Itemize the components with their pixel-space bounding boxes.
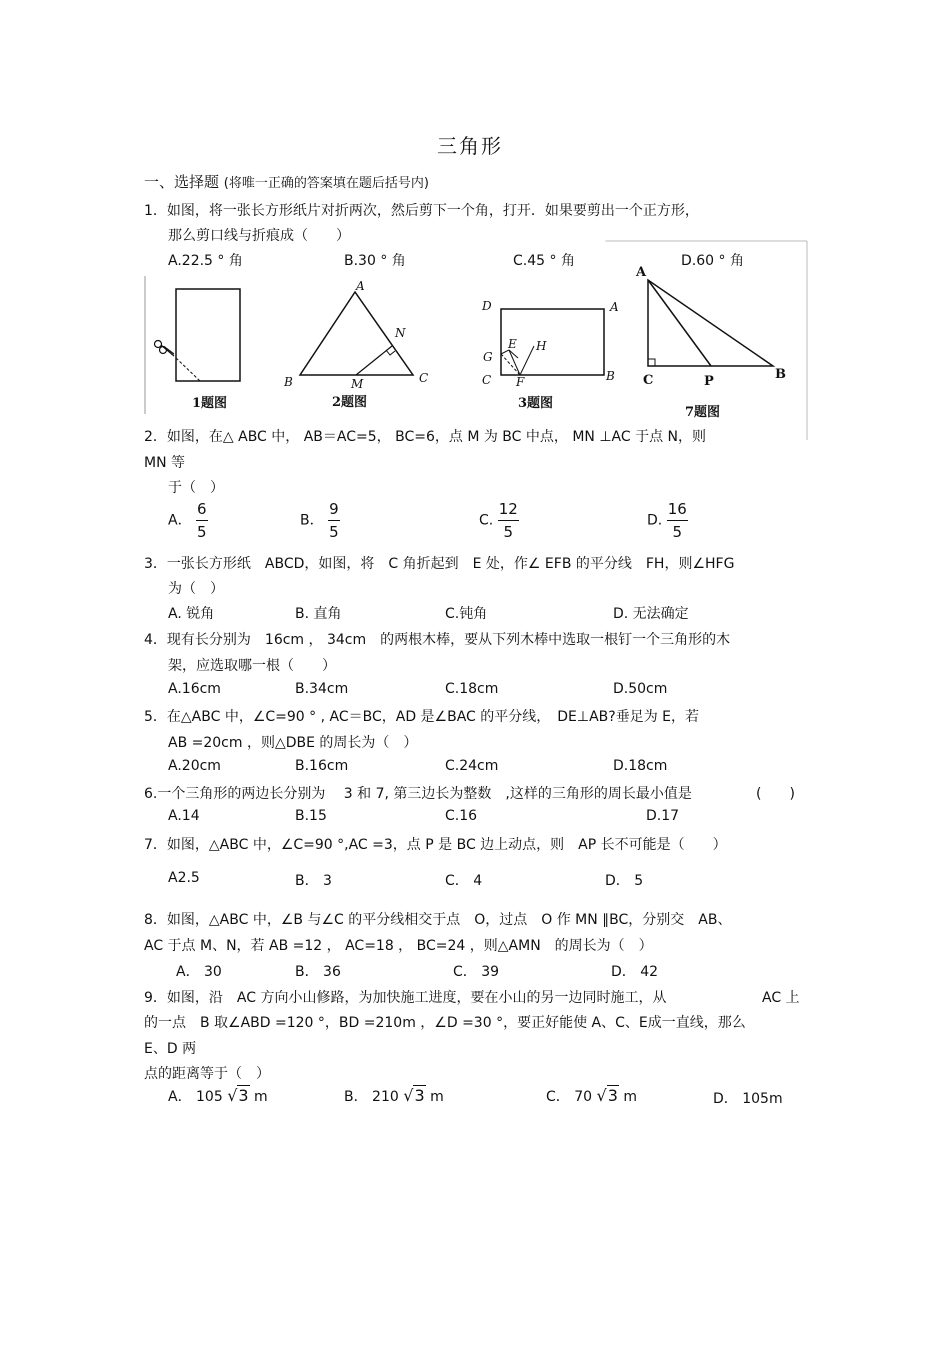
- q2-line2: MN 等: [144, 455, 186, 471]
- q4-option-b: B.34cm: [295, 681, 349, 697]
- fig3-label-g: G: [483, 350, 493, 364]
- fig3-label-e: E: [508, 337, 517, 351]
- q8-option-a: A． 30: [176, 964, 222, 980]
- q5-option-a: A.20cm: [168, 758, 221, 774]
- fig3-caption: 3题图: [518, 396, 554, 411]
- fig2-label-a: A: [356, 279, 365, 293]
- q3-option-d: D. 无法确定: [613, 606, 689, 622]
- q9-option-b-sqrt: √3: [403, 1086, 425, 1105]
- fig2-label-b: B: [284, 375, 293, 389]
- fig2-caption: 2题图: [332, 395, 368, 410]
- fig3-label-b: B: [606, 369, 615, 383]
- q9-option-a-unit: m: [254, 1089, 268, 1105]
- q8-option-b: B． 36: [295, 964, 341, 980]
- q9-option-b: [344, 1086, 444, 1106]
- q8-option-c: C． 39: [453, 964, 500, 980]
- q5-option-d: D.18cm: [613, 758, 668, 774]
- q9-option-b-unit: m: [430, 1089, 444, 1105]
- q8-option-d: D． 42: [611, 964, 659, 980]
- q9-line1: 9．如图，沿 AC 方向小山修路，为加快施工进度，要在小山的另一边同时施工，从: [144, 990, 667, 1006]
- q4-option-c: C.18cm: [445, 681, 499, 697]
- q3-line1: 3．一张长方形纸 ABCD，如图，将 C 角折起到 E 处，作∠ EFB 的平分线 FH，则∠HFG: [144, 556, 735, 572]
- q7-option-d: D． 5: [605, 873, 644, 889]
- fig2-label-n: N: [395, 326, 406, 340]
- figure-1: [144, 274, 262, 416]
- q9-option-a-sqrt: √3: [227, 1086, 249, 1105]
- q1-option-a: A.22.5 ° 角: [168, 253, 243, 269]
- q9-option-a-label: A． 105: [168, 1089, 223, 1105]
- section-note: (将唯一正确的答案填在题后括号内): [223, 176, 429, 191]
- page-title: 三角形: [437, 134, 503, 158]
- section-title: 一、选择题: [144, 173, 220, 191]
- q9-option-c-label: C． 70: [546, 1089, 593, 1105]
- q5-line2: AB =20cm ，则△DBE 的周长为（ ）: [168, 735, 418, 751]
- q2-option-a-label: A．: [168, 512, 192, 529]
- q3-option-a: A. 锐角: [168, 606, 215, 622]
- q9-option-b-label: B． 210: [344, 1089, 399, 1105]
- q3-line2: 为（ ）: [168, 581, 224, 597]
- q6-line1: 6.一个三角形的两边长分别为 3 和 7, 第三边长为整数 ,这样的三角形的周长最小值是: [144, 786, 692, 802]
- q6-option-c: C.16: [445, 808, 478, 824]
- q2-option-b-fraction: $\frac{9}{5}$: [329, 500, 339, 541]
- q9-line4: 点的距离等于（ ）: [144, 1066, 270, 1082]
- fig3-label-d: D: [482, 299, 492, 313]
- q3-option-c: C.钝角: [445, 606, 488, 622]
- q2-line3: 于（ ）: [168, 480, 224, 496]
- fig1-caption: 1题图: [192, 396, 228, 411]
- q6-answer-paren: ( ): [756, 786, 795, 802]
- q9-option-d: D． 105m: [713, 1091, 783, 1107]
- q6-option-a: A.14: [168, 808, 200, 824]
- q2-option-c-label: C.: [479, 512, 494, 529]
- fig7-label-a: A: [636, 265, 647, 280]
- q9-option-c-sqrt: √3: [596, 1086, 618, 1105]
- q9-option-c-unit: m: [623, 1089, 637, 1105]
- q7-line1: 7．如图，△ABC 中，∠C=90 °,AC =3，点 P 是 BC 边上动点，则 AP 长不可能是（ ）: [144, 837, 727, 853]
- q5-option-b: B.16cm: [295, 758, 349, 774]
- q2-option-a-fraction: $\frac{6}{5}$: [197, 500, 207, 541]
- q4-option-a: A.16cm: [168, 681, 221, 697]
- figure-3: [476, 280, 626, 416]
- fig7-label-c: C: [643, 373, 654, 388]
- q1-line2: 那么剪口线与折痕成（ ）: [168, 228, 350, 244]
- fig3-label-a: A: [610, 300, 619, 314]
- fig7-label-p: P: [704, 374, 714, 389]
- fig7-caption: 7题图: [685, 405, 721, 420]
- q7-option-a: A2.5: [168, 870, 200, 886]
- q9-line2: 的一点 B 取∠ABD =120 °，BD =210m ，∠D =30 °，要正好能使 A、C、E成一直线，那么: [144, 1015, 746, 1031]
- q2-line1: 2．如图，在△ ABC 中， AB＝AC=5， BC=6，点 M 为 BC 中点， MN ⊥AC 于点 N，则: [144, 429, 707, 445]
- q9-line1-end: AC 上: [762, 990, 800, 1006]
- q2-option-b-label: B．: [300, 512, 324, 529]
- q6-option-b: B.15: [295, 808, 327, 824]
- fig3-label-c: C: [482, 373, 492, 387]
- q2-option-d-label: D.: [647, 512, 663, 529]
- q1-option-b: B.30 ° 角: [344, 253, 406, 269]
- q1-option-d: D.60 ° 角: [681, 253, 744, 269]
- figure-7: [605, 240, 808, 442]
- q4-option-d: D.50cm: [613, 681, 668, 697]
- q4-line1: 4．现有长分别为 16cm ， 34cm 的两根木棒，要从下列木棒中选取一根钉一个三角形的木: [144, 632, 731, 648]
- q5-option-c: C.24cm: [445, 758, 499, 774]
- q2-option-a: [168, 498, 208, 543]
- q2-option-d-fraction: $\frac{16}{5}$: [667, 500, 687, 541]
- q2-option-d: [647, 498, 688, 543]
- fig2-label-c: C: [419, 371, 429, 385]
- q9-option-a: [168, 1086, 268, 1106]
- q5-line1: 5．在△ABC 中，∠C=90 ° , AC＝BC，AD 是∠BAC 的平分线， DE⊥AB?垂足为 E，若: [144, 709, 699, 725]
- q2-option-c-fraction: $\frac{12}{5}$: [498, 500, 518, 541]
- q1-line1: 1．如图，将一张长方形纸片对折两次，然后剪下一个角，打开．如果要剪出一个正方形，: [144, 203, 699, 219]
- q8-line1: 8．如图，△ABC 中，∠B 与∠C 的平分线相交于点 O，过点 O 作 MN ∥BC，分别交 AB、: [144, 912, 732, 928]
- q7-option-b: B． 3: [295, 873, 332, 889]
- scissors-icon: [155, 341, 175, 357]
- q2-option-b: [300, 498, 340, 543]
- fig3-label-f: F: [516, 375, 525, 389]
- q1-option-c: C.45 ° 角: [513, 253, 575, 269]
- q6-option-d: D.17: [646, 808, 680, 824]
- q8-line2: AC 于点 M、N，若 AB =12 ， AC=18 ， BC=24 ，则△AMN 的周长为（ ）: [144, 938, 653, 954]
- fig3-label-h: H: [536, 339, 547, 353]
- section-heading: [144, 171, 429, 192]
- fig7-label-b: B: [775, 367, 786, 382]
- q7-option-c: C． 4: [445, 873, 483, 889]
- q2-option-c: [479, 498, 519, 543]
- fig2-label-m: M: [351, 377, 364, 391]
- q9-line3: E、D 两: [144, 1041, 197, 1057]
- q3-option-b: B. 直角: [295, 606, 342, 622]
- figure-2: [280, 278, 435, 416]
- q9-option-c: [546, 1086, 637, 1106]
- q4-line2: 架，应选取哪一根（ ）: [168, 658, 336, 674]
